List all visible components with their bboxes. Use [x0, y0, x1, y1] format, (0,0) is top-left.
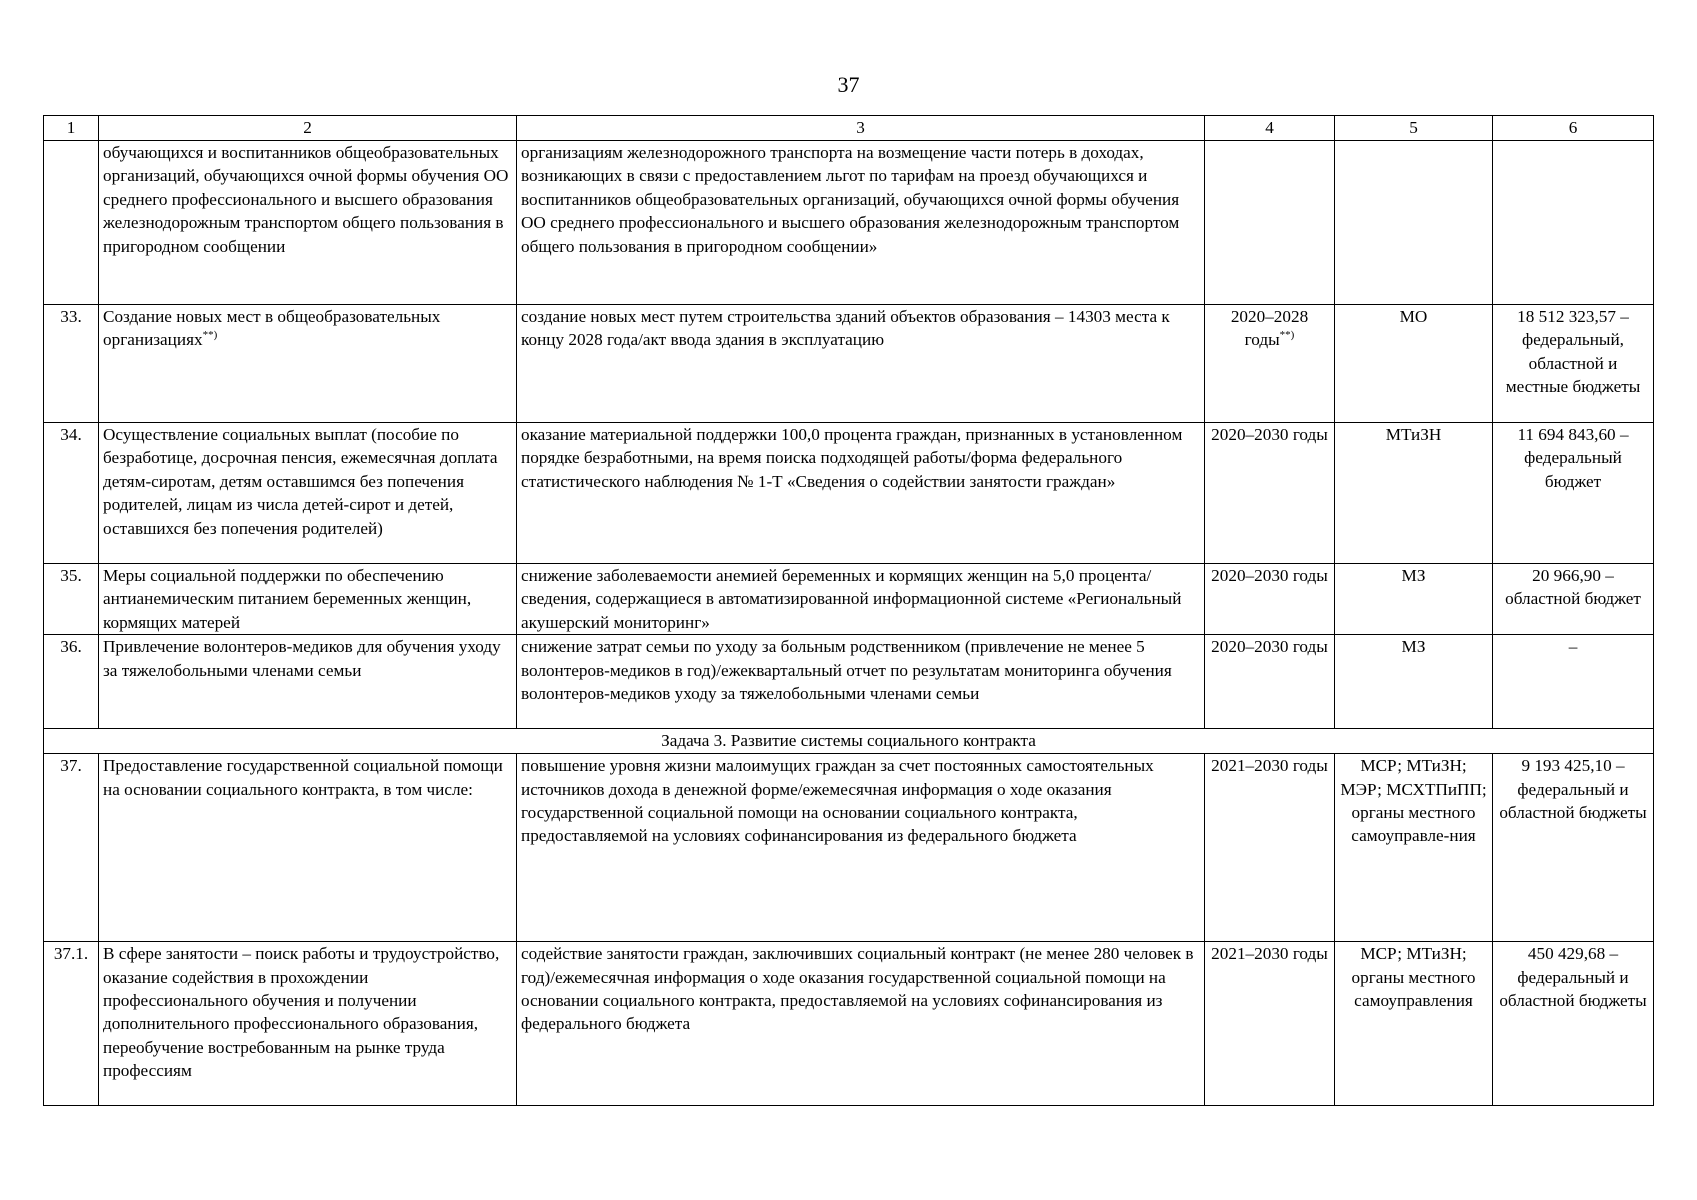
- table-row: [44, 754, 1654, 942]
- cell-num: 37.1.: [44, 942, 99, 1106]
- table-row: [44, 564, 1654, 635]
- cell-executor: МСР; МТиЗН; МЭР; МСХТПиПП; органы местного самоуправле-ния: [1335, 754, 1493, 942]
- cell-period: 2021–2030 годы: [1205, 942, 1335, 1106]
- col-header-2: 2: [99, 116, 517, 141]
- cell-period-text: 2020–2028 годы: [1230, 307, 1309, 350]
- header-row: [44, 116, 1654, 141]
- page-number: 37: [837, 72, 860, 97]
- cell-period: 2020–2030 годы: [1205, 635, 1335, 729]
- col-header-6: 6: [1493, 116, 1654, 141]
- cell-result: повышение уровня жизни малоимущих граждан за счет постоянных самостоятельных источников дохода в денежной форме/ежемесячная информация о ходе оказания государственной социальной помощи на основании социального контракта, предоставляемой на условиях софинансирования из федерального бюджета: [517, 754, 1205, 942]
- table-row: [44, 942, 1654, 1106]
- cell-executor: МО: [1335, 305, 1493, 423]
- cell-executor: [1335, 141, 1493, 305]
- cell-result: создание новых мест путем строительства зданий объектов образования – 14303 места к концу 2028 года/акт ввода здания в эксплуатацию: [517, 305, 1205, 423]
- cell-financing: 20 966,90 – областной бюджет: [1493, 564, 1654, 635]
- cell-financing: [1493, 141, 1654, 305]
- cell-period: 2021–2030 годы: [1205, 754, 1335, 942]
- cell-name: [99, 305, 517, 423]
- cell-name-text: Создание новых мест в общеобразовательных организациях: [103, 307, 441, 350]
- cell-num: 35.: [44, 564, 99, 635]
- cell-result: снижение затрат семьи по уходу за больным родственником (привлечение не менее 5 волонтеров-медиков в год)/ежеквартальный отчет по результатам мониторинга обучения волонтеров-медиков уходу за тяжелобольными членами семьи: [517, 635, 1205, 729]
- cell-period: [1205, 305, 1335, 423]
- cell-name: В сфере занятости – поиск работы и трудоустройство, оказание содействия в прохождении профессионального обучения и получении дополнительного профессионального образования, переобучение востребованным на рынке труда профессиям: [99, 942, 517, 1106]
- footnote-mark: **): [202, 329, 218, 342]
- cell-num: [44, 141, 99, 305]
- cell-name: Меры социальной поддержки по обеспечению антианемическим питанием беременных женщин, кормящих матерей: [99, 564, 517, 635]
- cell-financing: 9 193 425,10 – федеральный и областной бюджеты: [1493, 754, 1654, 942]
- cell-name: обучающихся и воспитанников общеобразовательных организаций, обучающихся очной формы обучения ОО среднего профессионального и высшего образования железнодорожным транспортом общего пользования в пригородном сообщении: [99, 141, 517, 305]
- cell-num: 36.: [44, 635, 99, 729]
- cell-financing: 450 429,68 – федеральный и областной бюджеты: [1493, 942, 1654, 1106]
- cell-result: содействие занятости граждан, заключивших социальный контракт (не менее 280 человек в год)/ежемесячная информация о ходе оказания государственной социальной помощи на основании социального контракта, предоставляемой на условиях софинансирования из федерального бюджета: [517, 942, 1205, 1106]
- section-title: Задача 3. Развитие системы социального контракта: [44, 729, 1654, 754]
- cell-financing: 18 512 323,57 – федеральный, областной и местные бюджеты: [1493, 305, 1654, 423]
- cell-financing: –: [1493, 635, 1654, 729]
- cell-result: оказание материальной поддержки 100,0 процента граждан, признанных в установленном порядке безработными, на время поиска подходящей работы/форма федерального статистического наблюдения № 1-Т «Сведения о содействии занятости граждан»: [517, 423, 1205, 564]
- cell-name: Предоставление государственной социальной помощи на основании социального контракта, в том числе:: [99, 754, 517, 942]
- cell-period: [1205, 141, 1335, 305]
- table-row-continuation: [44, 141, 1654, 305]
- cell-num: 33.: [44, 305, 99, 423]
- cell-name: Осуществление социальных выплат (пособие по безработице, досрочная пенсия, ежемесячная доплата детям-сиротам, детям оставшимся без попечения родителей, лицам из числа детей-сирот и детей, оставшихся без попечения родителей): [99, 423, 517, 564]
- cell-num: 37.: [44, 754, 99, 942]
- col-header-4: 4: [1205, 116, 1335, 141]
- measures-table: [43, 115, 1654, 1106]
- cell-result: снижение заболеваемости анемией беременных и кормящих женщин на 5,0 процента/сведения, содержащиеся в автоматизированной информационной системе «Региональный акушерский мониторинг»: [517, 564, 1205, 635]
- cell-executor: МТиЗН: [1335, 423, 1493, 564]
- cell-period: 2020–2030 годы: [1205, 423, 1335, 564]
- table-row: [44, 635, 1654, 729]
- cell-executor: МЗ: [1335, 564, 1493, 635]
- cell-executor: МЗ: [1335, 635, 1493, 729]
- col-header-5: 5: [1335, 116, 1493, 141]
- col-header-1: 1: [44, 116, 99, 141]
- table-row: [44, 305, 1654, 423]
- cell-name: Привлечение волонтеров-медиков для обучения уходу за тяжелобольными членами семьи: [99, 635, 517, 729]
- cell-period: 2020–2030 годы: [1205, 564, 1335, 635]
- footnote-mark: **): [1279, 329, 1295, 342]
- cell-financing: 11 694 843,60 – федеральный бюджет: [1493, 423, 1654, 564]
- section-row: [44, 729, 1654, 754]
- cell-executor: МСР; МТиЗН; органы местного самоуправления: [1335, 942, 1493, 1106]
- cell-result: организациям железнодорожного транспорта на возмещение части потерь в доходах, возникающих в связи с предоставлением льгот по тарифам на проезд обучающихся и воспитанников общеобразовательных организаций, обучающихся очной формы обучения ОО среднего профессионального и высшего образования железнодорожным транспортом общего пользования в пригородном сообщении»: [517, 141, 1205, 305]
- cell-num: 34.: [44, 423, 99, 564]
- col-header-3: 3: [517, 116, 1205, 141]
- table-row: [44, 423, 1654, 564]
